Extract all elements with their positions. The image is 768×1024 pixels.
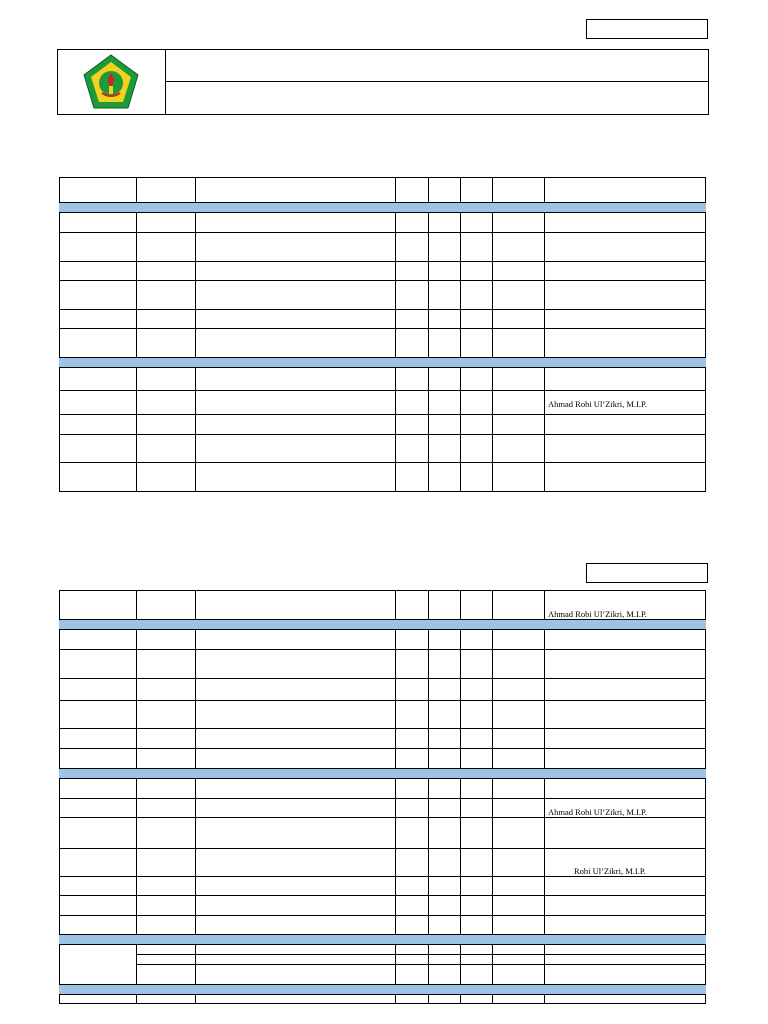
table-1-row-line <box>59 390 706 391</box>
table-1-col-line <box>544 177 545 492</box>
table-2-section-band <box>59 768 706 779</box>
table-1-col-line <box>395 177 396 492</box>
table-2-row-line <box>59 748 706 749</box>
table-1-row-line <box>59 309 706 310</box>
lecturer-signature: Ahmad Robi Ul’Zikri, M.I.P. <box>548 609 647 619</box>
table-2-row-line <box>59 678 706 679</box>
table-1-row-line <box>59 232 706 233</box>
table-2-row-line <box>59 848 706 849</box>
table-2-row-line <box>59 895 706 896</box>
table-2-row-line <box>59 700 706 701</box>
header-title-divider <box>165 81 709 82</box>
table-2-row-line <box>59 876 706 877</box>
table-2-row-line <box>59 649 706 650</box>
table-1-section-band <box>59 202 706 213</box>
table-2-section-band <box>59 619 706 630</box>
table-1-col-line <box>492 177 493 492</box>
table-2-row-line <box>59 915 706 916</box>
table-1-col-line <box>428 177 429 492</box>
page-number-box-2 <box>586 563 708 583</box>
table-1-frame <box>59 177 706 492</box>
table-2-row-line <box>59 817 706 818</box>
university-logo <box>82 53 140 111</box>
lecturer-signature: Ahmad Robi Ul’Zikri, M.I.P. <box>548 807 647 817</box>
table-1-row-line <box>59 414 706 415</box>
table-1-row-line <box>59 434 706 435</box>
table-1-row-line <box>59 328 706 329</box>
lecturer-signature: Robi Ul’Zikri, M.I.P. <box>574 866 646 876</box>
header-logo-divider <box>165 49 166 115</box>
table-1-col-line <box>136 177 137 492</box>
table-2-row-line <box>59 798 706 799</box>
table-1-row-line <box>59 261 706 262</box>
table-2-subrow-line <box>136 964 706 965</box>
lecturer-signature: Ahmad Robi Ul’Zikri, M.I.P. <box>548 399 647 409</box>
table-2-subrow-line <box>136 954 706 955</box>
table-1-row-line <box>59 462 706 463</box>
table-1-section-band <box>59 357 706 368</box>
table-2-section-band <box>59 984 706 995</box>
page-number-box-1 <box>586 19 708 39</box>
university-seal-icon <box>82 53 140 111</box>
table-2-section-band <box>59 934 706 945</box>
table-1-col-line <box>195 177 196 492</box>
table-2-row-line <box>59 728 706 729</box>
table-1-row-line <box>59 280 706 281</box>
table-1-col-line <box>460 177 461 492</box>
document-header <box>57 49 709 115</box>
